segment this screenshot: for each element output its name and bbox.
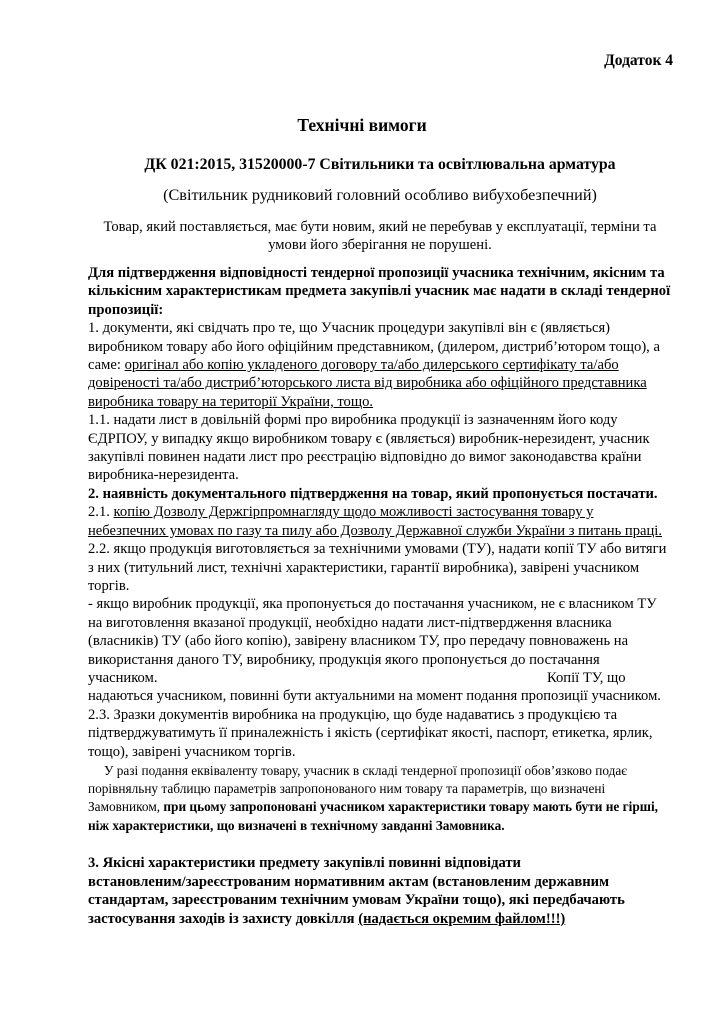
item-2-2-note-tail: Копії ТУ, що: [547, 669, 626, 686]
equivalent-line: порівняльну таблицю параметрів запропонованого ним товару та параметрів, що визначені: [88, 781, 606, 797]
quality-line: 3. Якісні характеристики предмету закупівлі повинні відповідати: [88, 855, 521, 871]
item-2-2-note-line: - якщо виробник продукції, яка пропонується до постачання учасником, не є власником ТУ: [88, 596, 657, 613]
item-2-3-line: 2.3. Зразки документів виробника на продукцію, що буде надаватись з продукцією та: [88, 706, 618, 723]
item-1-line: 1. документи, які свідчать про те, що Учасник процедури закупівлі він є (являється): [88, 320, 611, 337]
classification-code: ДК 021:2015, 31520000-7 Світильники та освітлювальна арматура: [144, 156, 616, 173]
equivalent-bold-line: ніж характеристики, що визначені в технічному завданні Замовника.: [88, 817, 505, 833]
item-2-heading: 2. наявність документального підтвердження на товар, який пропонується постачати.: [88, 485, 658, 502]
document-title: Технічні вимоги: [297, 115, 427, 135]
item-2-2-line: торгів.: [88, 577, 130, 594]
intro-line: Товар, який поставляється, має бути новим, який не перебував у експлуатації, терміни та: [103, 219, 657, 235]
item-2-2-note-line: (власників) ТУ (або його копію), завірену власником ТУ, про передачу повноважень на: [88, 633, 629, 650]
requirements-heading-line: пропозиції:: [88, 301, 164, 318]
item-1-line: виробником товару або його офіційним представником, (дилером, дистриб’ютором тощо), а: [88, 338, 660, 355]
item-1-prefix: саме:: [88, 357, 125, 374]
item-1-underlined-line: виробника товару на території України, тощо.: [88, 393, 374, 410]
equivalent-prefix: Замовником,: [88, 799, 164, 815]
quality-line: [88, 910, 676, 929]
item-2-2-note-line: надаються учасником, повинні бути актуальними на момент подання пропозиції учасником.: [88, 688, 661, 705]
requirements-heading-line: кількісним характеристикам предмета закупівлі учасник має надати в складі тендерної: [88, 283, 671, 300]
item-2-3-line: підтверджуватимуть її приналежність і якість (сертифікат якості, паспорт, етикетка, ярлик,: [88, 725, 653, 742]
item-1-underlined-line: довіреності та/або дистриб’юторського листа від виробника або офіційного представника: [88, 375, 647, 392]
requirements-section: [88, 264, 676, 761]
item-2-3-line: тощо), завірені учасником торгів.: [88, 743, 296, 760]
separate-file-note: (надається окремим файлом!!!): [358, 910, 566, 927]
item-1-1-line: закупівлі повинен надати лист про реєстрацію відповідно до вимог законодавства країни: [88, 449, 642, 466]
item-2-2-note-line: використання даного ТУ, виробнику, продукція якого пропонується до постачання: [88, 651, 600, 668]
quality-line: встановленим/зареєстрованим нормативним актам (встановленим державним: [88, 873, 610, 890]
item-2-2-line: з них (титульний лист, технічні характеристики, гарантії виробника), завірені учасником: [88, 559, 640, 576]
item-2-1-line: [88, 503, 676, 521]
equivalent-line: У разі подання еквіваленту товару, учасник в складі тендерної пропозиції обов’язково подає: [104, 763, 627, 778]
item-2-1-underlined: копію Дозволу Держгірпромнагляду щодо можливості застосування товару у: [113, 504, 594, 521]
item-2-1-prefix: 2.1.: [88, 504, 114, 521]
item-1-1-line: 1.1. надати лист в довільній формі про виробника продукції із зазначенням його коду: [88, 412, 618, 429]
item-2-2-note-line: [88, 669, 676, 687]
item-2-2-line: 2.2. якщо продукція виготовляється за технічними умовами (ТУ), надати копії ТУ або витяги: [88, 541, 667, 558]
equivalent-line: [88, 798, 676, 816]
quality-text: застосування заходів із захисту довкілля: [88, 910, 359, 927]
item-1-1-line: ЄДРПОУ, у випадку якщо виробником товару є (являється) виробник-нерезидент, учасник: [88, 430, 650, 447]
intro-line: умови його зберігання не порушені.: [268, 237, 492, 254]
item-1-line: [88, 356, 676, 374]
item-1-1-line: виробника-нерезидента.: [88, 467, 239, 484]
item-1-underlined: оригінал або копію укладеного договору та/або дилерського сертифікату та/або: [124, 357, 619, 374]
quality-line: стандартам, зареєстрованим технічним умовам України тощо), які передбачають: [88, 892, 625, 909]
requirements-heading-line: Для підтвердження відповідності тендерної пропозиції учасника технічним, якісним та: [88, 265, 665, 281]
item-2-1-underlined-line: небезпечних умовах по газу та пилу або Дозволу Державної служби України з питань праці.: [88, 522, 662, 539]
annex-label: Додаток 4: [604, 52, 673, 69]
product-subtitle: (Світильник рудниковий головний особливо вибухобезпечний): [163, 186, 597, 204]
quality-section: [88, 854, 676, 928]
equivalent-paragraph: [88, 762, 676, 835]
equivalent-bold: при цьому запропоновані учасником характеристики товару мають бути не гірші,: [163, 799, 658, 815]
item-2-2-note-line: на виготовлення вказаної продукції, необхідно надати лист-підтвердження власника: [88, 614, 612, 631]
intro-paragraph: [90, 218, 670, 255]
item-2-2-note-word: учасником.: [88, 669, 158, 686]
